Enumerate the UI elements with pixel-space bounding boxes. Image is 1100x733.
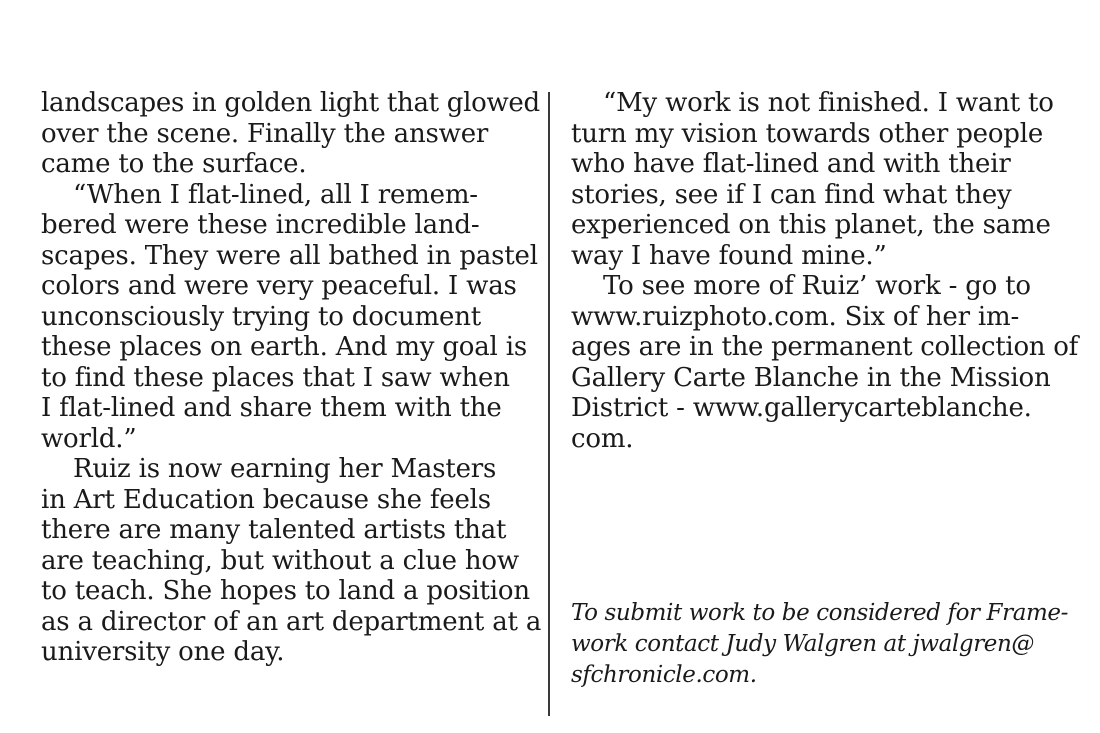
text-line: com. xyxy=(571,423,634,454)
submission-note-line: To submit work to be considered for Frame- xyxy=(571,600,1068,626)
paragraph-start-line: “My work is not finished. I want to xyxy=(603,88,1054,118)
text-line: these places on earth. And my goal is xyxy=(41,332,527,362)
text-line: as a director of an art department at a xyxy=(41,606,542,637)
text-line: to find these places that I saw when xyxy=(41,362,510,393)
text-line: colors and were very peaceful. I was xyxy=(41,271,517,301)
text-line: world.” xyxy=(41,423,137,454)
text-line: way I have found mine.” xyxy=(571,240,887,271)
paragraph-start-line: Ruiz is now earning her Masters xyxy=(73,454,497,484)
text-line: District - www.gallerycarteblanche. xyxy=(571,393,1032,423)
text-line: I flat-lined and share them with the xyxy=(41,393,502,423)
text-line: Gallery Carte Blanche in the Mission xyxy=(571,362,1051,393)
text-line: unconsciously trying to document xyxy=(41,301,482,332)
text-line: in Art Education because she feels xyxy=(41,484,491,515)
text-line: who have flat-lined and with their xyxy=(571,149,1011,179)
submission-note-line: work contact Judy Walgren at jwalgren@ xyxy=(571,631,1035,657)
text-line: came to the surface. xyxy=(41,149,307,179)
paragraph-start-line: To see more of Ruiz’ work - go to xyxy=(603,271,1031,301)
article-column-left xyxy=(41,88,541,668)
text-line: there are many talented artists that xyxy=(41,515,507,545)
text-line: scapes. They were all bathed in pastel xyxy=(41,240,538,271)
text-line: are teaching, but without a clue how xyxy=(41,545,519,576)
text-line: ages are in the permanent collection of xyxy=(571,332,1078,362)
text-line: bered were these incredible land- xyxy=(41,210,480,240)
text-line: landscapes in golden light that glowed xyxy=(41,88,540,118)
column-divider xyxy=(548,92,550,716)
paragraph-start-line: “When I flat-lined, all I remem- xyxy=(73,179,478,210)
submission-note xyxy=(571,598,1081,691)
text-line: to teach. She hopes to land a position xyxy=(41,576,530,606)
text-line: turn my vision towards other people xyxy=(571,118,1044,149)
text-line: www.ruizphoto.com. Six of her im- xyxy=(571,301,1020,332)
article-column-right xyxy=(571,88,1081,454)
text-line: stories, see if I can find what they xyxy=(571,179,1012,210)
text-line: experienced on this planet, the same xyxy=(571,210,1051,240)
text-line: university one day. xyxy=(41,637,285,667)
text-line: over the scene. Finally the answer xyxy=(41,118,489,149)
submission-note-line: sfchronicle.com. xyxy=(571,662,757,688)
